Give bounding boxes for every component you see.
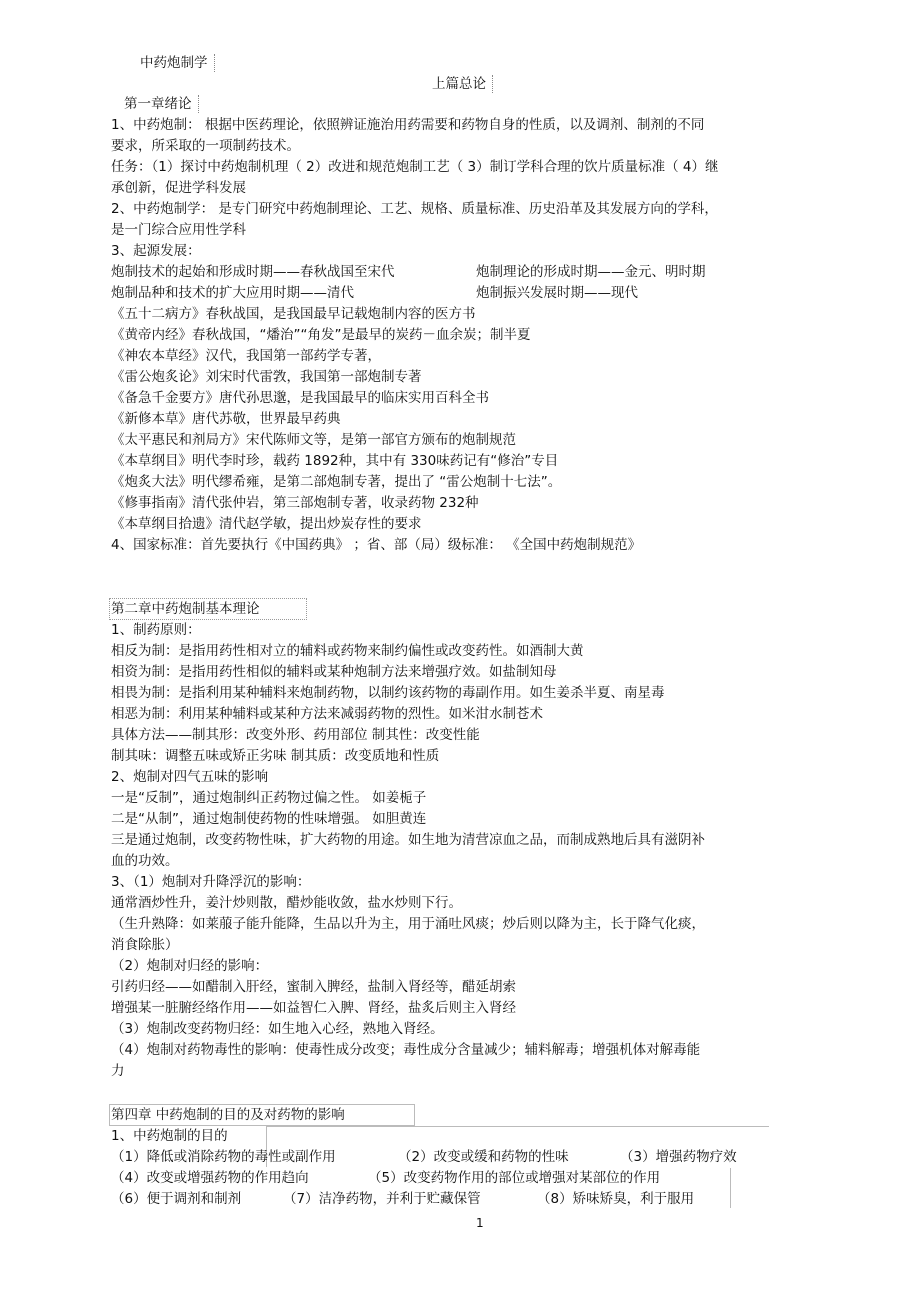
- definition-line: 是一门综合应用性学科: [111, 222, 246, 238]
- book-line: 《炮炙大法》明代缪希雍，是第二部炮制专著，提出了 “雷公炮制十七法”。: [111, 474, 562, 490]
- chapter2-heading: 第二章中药炮制基本理论: [111, 601, 260, 617]
- chapter1-heading: 第一章绪论: [124, 95, 199, 113]
- book-line: 《备急千金要方》唐代孙思邈，是我国最早的临床实用百科全书: [111, 390, 489, 406]
- definition-line: 2、中药炮制学： 是专门研究中药炮制理论、工艺、规格、质量标准、历史沿革及其发展方向的学科，: [111, 201, 718, 217]
- section-label: 3、起源发展：: [111, 243, 201, 259]
- purpose-item: （8）矫味矫臭，利于服用: [537, 1191, 695, 1207]
- book-line: 《黄帝内经》春秋战国，“燔治”“角发”是最早的炭药－血余炭；制半夏: [111, 327, 531, 343]
- theory-line: 一是“反制”，通过炮制纠正药物过偏之性。 如姜栀子: [111, 790, 427, 806]
- theory-line: （生升熟降：如莱菔子能升能降，生品以升为主，用于涌吐风痰；炒后则以降为主，长于降气化痰，: [111, 916, 705, 932]
- theory-line: 增强某一脏腑经络作用——如益智仁入脾、肾经，盐炙后则主入肾经: [111, 1000, 516, 1016]
- purpose-frame-edge: [730, 1168, 737, 1208]
- theory-line: （4）炮制对药物毒性的影响：使毒性成分改变；毒性成分含量减少；辅料解毒；增强机体对解毒能: [111, 1042, 701, 1058]
- theory-line: 2、炮制对四气五味的影响: [111, 769, 269, 785]
- theory-line: 相畏为制：是指利用某种辅料来炮制药物，以制约该药物的毒副作用。如生姜杀半夏、南星毒: [111, 685, 665, 701]
- book-line: 《太平惠民和剂局方》宋代陈师文等，是第一部官方颁布的炮制规范: [111, 432, 516, 448]
- purpose-item: （1）降低或消除药物的毒性或副作用: [111, 1149, 336, 1165]
- period-item: 炮制技术的起始和形成时期——春秋战国至宋代: [111, 264, 395, 280]
- purpose-item: （3）增强药物疗效: [620, 1149, 737, 1165]
- book-line: 《雷公炮炙论》刘宋时代雷敩，我国第一部炮制专著: [111, 369, 422, 385]
- definition-line: 1、中药炮制： 根据中医药理论，依照辨证施治用药需要和药物自身的性质，以及调剂、制剂的不同: [111, 117, 705, 133]
- purpose-item: （2）改变或缓和药物的性味: [398, 1149, 569, 1165]
- theory-line: 三是通过炮制，改变药物性味，扩大药物的用途。如生地为清营凉血之品，而制成熟地后具有滋阴补: [111, 832, 705, 848]
- period-item: 炮制品种和技术的扩大应用时期——清代: [111, 285, 354, 301]
- theory-line: 相恶为制：利用某种辅料或某种方法来减弱药物的烈性。如米泔水制苍术: [111, 706, 543, 722]
- theory-line: 力: [111, 1063, 125, 1079]
- theory-line: 消食除胀）: [111, 937, 179, 953]
- task-line: 任务：（1）探讨中药炮制机理（ 2）改进和规范炮制工艺（ 3）制订学科合理的饮片质量标准（ 4）继: [111, 159, 719, 175]
- purpose-item: （5）改变药物作用的部位或增强对某部位的作用: [368, 1170, 661, 1186]
- book-line: 《本草纲目》明代李时珍，载药 1892种，其中有 330味药记有“修治”专目: [111, 453, 559, 469]
- task-line: 承创新，促进学科发展: [111, 180, 246, 196]
- theory-line: 相反为制：是指用药性相对立的辅料或药物来制约偏性或改变药性。如酒制大黄: [111, 643, 584, 659]
- book-line: 《五十二病方》春秋战国，是我国最早记载炮制内容的医方书: [111, 306, 476, 322]
- standard-line: 4、国家标准：首先要执行《中国药典》 ；省、部（局）级标准： 《全国中药炮制规范》: [111, 537, 642, 553]
- part-title: 上篇总论: [432, 75, 493, 93]
- purpose-item: （7）洁净药物，并利于贮藏保管: [283, 1191, 481, 1207]
- period-item: 炮制理论的形成时期——金元、明时期: [476, 264, 706, 280]
- theory-line: 1、制药原则：: [111, 622, 201, 638]
- purpose-item: （6）便于调剂和制剂: [111, 1191, 242, 1207]
- theory-line: 3、（1）炮制对升降浮沉的影响：: [111, 874, 311, 890]
- definition-line: 要求，所采取的一项制药技术。: [111, 138, 300, 154]
- theory-line: （2）炮制对归经的影响：: [111, 958, 269, 974]
- book-line: 《本草纲目拾遗》清代赵学敏，提出炒炭存性的要求: [111, 516, 422, 532]
- theory-line: 具体方法——制其形：改变外形、药用部位 制其性：改变性能: [111, 727, 480, 743]
- theory-line: 血的功效。: [111, 853, 179, 869]
- page-number: 1: [476, 1216, 484, 1230]
- theory-line: 通常酒炒性升，姜汁炒则散，醋炒能收敛，盐水炒则下行。: [111, 895, 462, 911]
- period-item: 炮制振兴发展时期——现代: [476, 285, 638, 301]
- book-line: 《神农本草经》汉代，我国第一部药学专著，: [111, 348, 381, 364]
- book-line: 《修事指南》清代张仲岩，第三部炮制专著，收录药物 232种: [111, 495, 479, 511]
- chapter4-heading: 第四章 中药炮制的目的及对药物的影响: [111, 1107, 345, 1123]
- book-line: 《新修本草》唐代苏敬，世界最早药典: [111, 411, 341, 427]
- purpose-heading: 1、中药炮制的目的: [111, 1128, 228, 1144]
- theory-line: 引药归经——如醋制入肝经，蜜制入脾经，盐制入肾经等，醋延胡索: [111, 979, 516, 995]
- theory-line: 制其味：调整五味或矫正劣味 制其质：改变质地和性质: [111, 748, 440, 764]
- theory-line: 相资为制：是指用药性相似的辅料或某种炮制方法来增强疗效。如盐制知母: [111, 664, 557, 680]
- theory-line: （3）炮制改变药物归经：如生地入心经，熟地入肾经。: [111, 1021, 444, 1037]
- document-title: 中药炮制学: [140, 54, 215, 72]
- theory-line: 二是“从制”，通过炮制使药物的性味增强。 如胆黄连: [111, 811, 427, 827]
- purpose-item: （4）改变或增强药物的作用趋向: [111, 1170, 309, 1186]
